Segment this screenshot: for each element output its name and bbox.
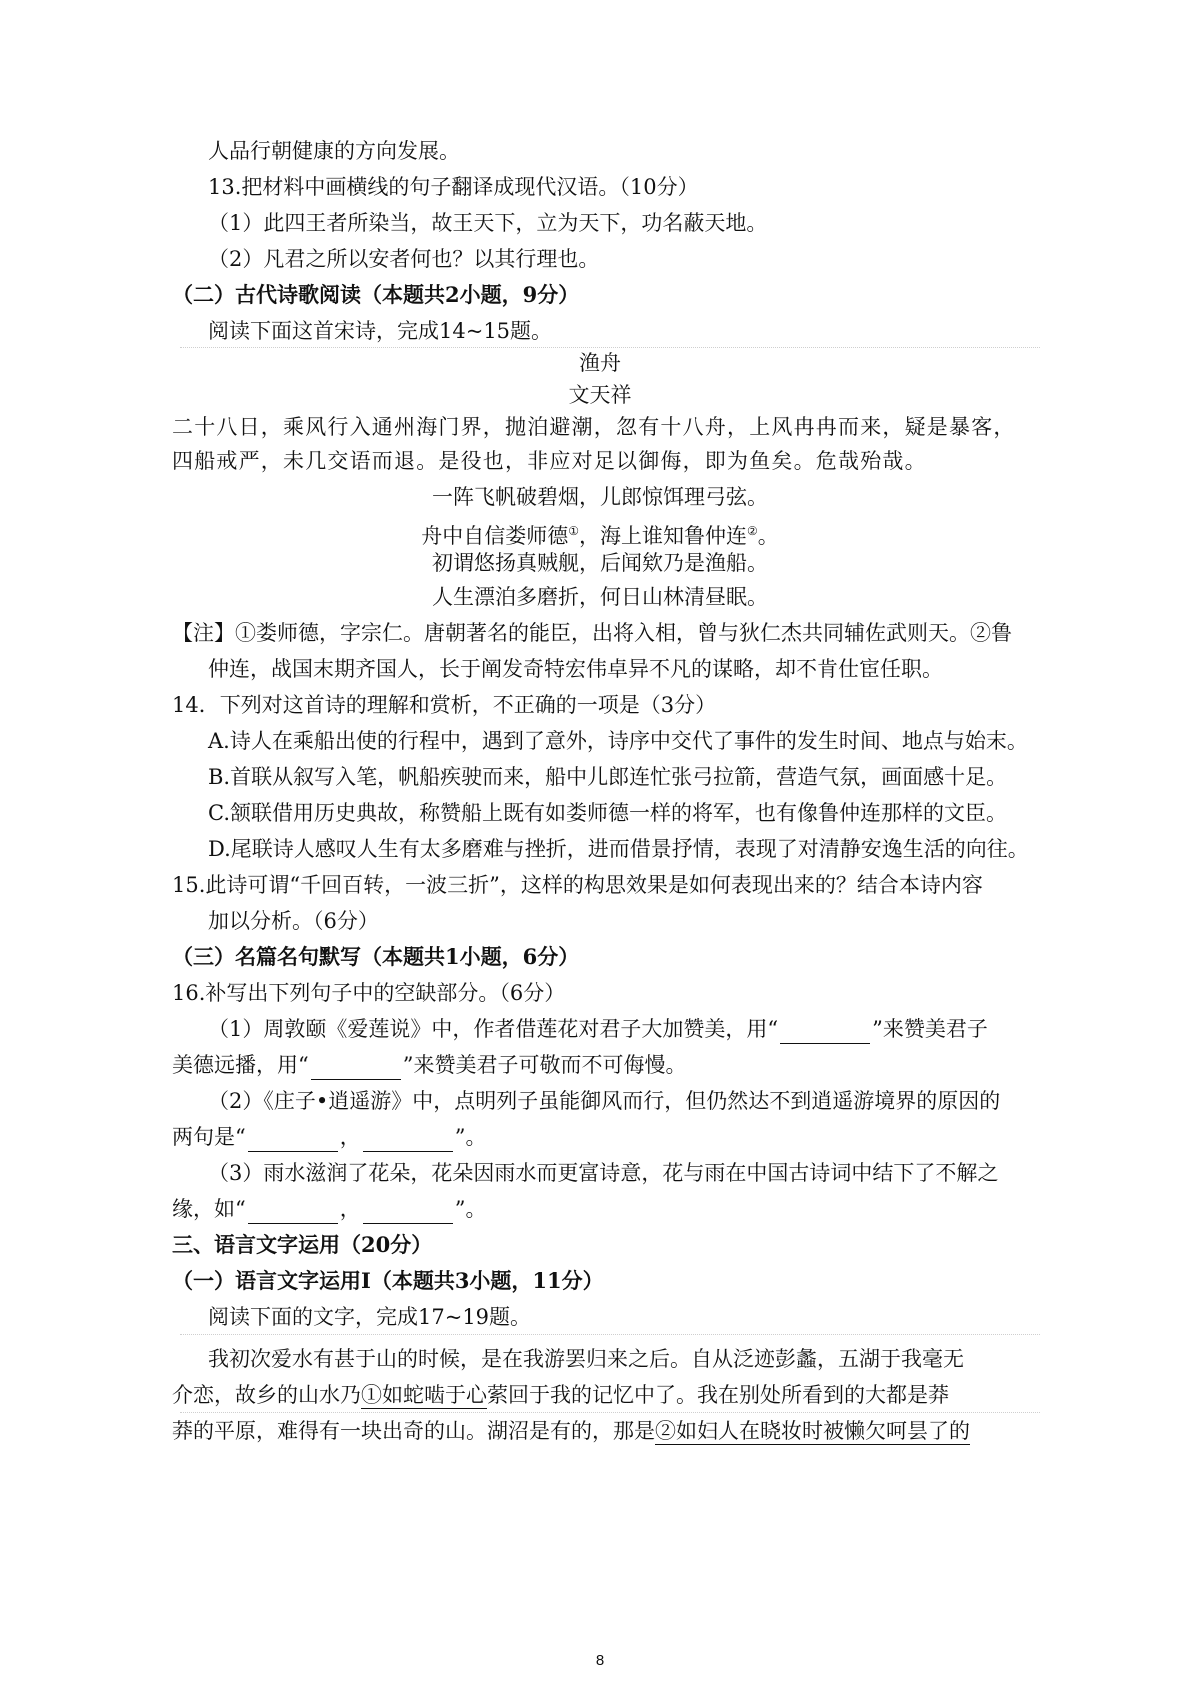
option-a: A.诗人在乘船出使的行程中，遇到了意外，诗序中交代了事件的发生时间、地点与始末。 bbox=[208, 729, 1028, 753]
section-heading: （三）名篇名句默写（本题共1小题，6分） bbox=[172, 944, 580, 969]
question-16-item-3: （3）雨水滋润了花朵，花朵因雨水而更富诗意，花与雨在中国古诗词中结下了不解之 bbox=[208, 1161, 999, 1185]
question-16-item-3 bbox=[172, 1194, 487, 1224]
verse-text: 。 bbox=[757, 524, 779, 548]
question-13-item-2: （2）凡君之所以安者何也？以其行理也。 bbox=[208, 247, 600, 271]
question-13-item-1: （1）此四王者所染当，故王天下，立为天下，功名蔽天地。 bbox=[208, 211, 768, 235]
text: 缘，如“ bbox=[172, 1197, 246, 1221]
text: ， bbox=[339, 1197, 361, 1221]
fill-blank bbox=[248, 1203, 338, 1224]
poem-verse: 初谓悠扬真贼舰，后闻欸乃是渔船。 bbox=[432, 551, 768, 575]
option-d: D.尾联诗人感叹人生有太多磨难与挫折，进而借景抒情，表现了对清静安逸生活的向往。 bbox=[208, 837, 1029, 861]
page-number: 8 bbox=[595, 1652, 605, 1669]
verse-text: ，海上谁知鲁仲连 bbox=[579, 524, 747, 548]
question-15: 加以分析。（6分） bbox=[208, 909, 379, 933]
question-16-item-1 bbox=[208, 1014, 988, 1044]
text: （1）周敦颐《爱莲说》中，作者借莲花对君子大加赞美，用“ bbox=[208, 1017, 779, 1041]
text: 萦回于我的记忆中了。我在别处所看到的大都是莽 bbox=[487, 1383, 949, 1407]
text-line: 人品行朝健康的方向发展。 bbox=[208, 139, 460, 163]
poem-preface: 四船戒严，未几交语而退。是役也，非应对足以御侮，即为鱼矣。危哉殆哉。 bbox=[172, 449, 927, 473]
separator bbox=[180, 1412, 1040, 1413]
poem-note: 仲连，战国末期齐国人，长于阐发奇特宏伟卓异不凡的谋略，却不肯仕宦任职。 bbox=[208, 657, 943, 681]
question-15: 15.此诗可谓“千回百转，一波三折”，这样的构思效果是如何表现出来的？结合本诗内容 bbox=[172, 873, 983, 897]
option-b: B.首联从叙写入笔，帆船疾驶而来，船中儿郎连忙张弓拉箭，营造气氛，画面感十足。 bbox=[208, 765, 1008, 789]
text: ”来赞美君子 bbox=[872, 1017, 988, 1041]
text: 莽的平原，难得有一块出奇的山。湖沼是有的，那是 bbox=[172, 1419, 655, 1443]
text: 美德远播，用“ bbox=[172, 1053, 309, 1077]
fill-blank bbox=[248, 1131, 338, 1152]
fill-blank bbox=[363, 1203, 453, 1224]
fill-blank bbox=[780, 1023, 870, 1044]
poem-note: 【注】①娄师德，字宗仁。唐朝著名的能臣，出将入相，曾与狄仁杰共同辅佐武则天。②鲁 bbox=[172, 621, 1012, 645]
question-16-item-2 bbox=[172, 1122, 487, 1152]
part-heading: 三、语言文字运用（20分） bbox=[172, 1232, 433, 1257]
instruction: 阅读下面的文字，完成17~19题。 bbox=[208, 1305, 532, 1329]
instruction: 阅读下面这首宋诗，完成14~15题。 bbox=[208, 319, 553, 343]
text: ， bbox=[339, 1125, 361, 1149]
section-heading: （一）语言文字运用Ⅰ（本题共3小题，11分） bbox=[172, 1268, 604, 1293]
underlined-phrase-1: ①如蛇啮于心 bbox=[361, 1383, 487, 1407]
text: 两句是“ bbox=[172, 1125, 246, 1149]
separator bbox=[180, 1334, 1040, 1335]
poem-title: 渔舟 bbox=[579, 351, 621, 375]
question-13: 13.把材料中画横线的句子翻译成现代汉语。（10分） bbox=[208, 175, 699, 199]
option-c: C.颔联借用历史典故，称赞船上既有如娄师德一样的将军，也有像鲁仲连那样的文臣。 bbox=[208, 801, 1007, 825]
note-marker: ① bbox=[568, 524, 579, 538]
poem-author: 文天祥 bbox=[568, 383, 632, 407]
question-16-item-1 bbox=[172, 1050, 687, 1080]
fill-blank bbox=[363, 1131, 453, 1152]
section-heading: （二）古代诗歌阅读（本题共2小题，9分） bbox=[172, 282, 580, 307]
note-marker: ② bbox=[747, 524, 758, 538]
text: ”。 bbox=[454, 1125, 487, 1149]
passage-line: 我初次爱水有甚于山的时候，是在我游罢归来之后。自从泛迹彭蠡，五湖于我毫无 bbox=[208, 1347, 964, 1371]
text: ”。 bbox=[454, 1197, 487, 1221]
question-16: 16.补写出下列句子中的空缺部分。（6分） bbox=[172, 981, 566, 1005]
poem-verse: 人生漂泊多磨折，何日山林清昼眠。 bbox=[432, 585, 768, 609]
question-14: 14．下列对这首诗的理解和赏析，不正确的一项是（3分） bbox=[172, 693, 717, 717]
verse-text: 舟中自信娄师德 bbox=[421, 524, 569, 548]
poem-verse: 一阵飞帆破碧烟，儿郎惊饵理弓弦。 bbox=[432, 485, 768, 509]
text: ”来赞美君子可敬而不可侮慢。 bbox=[402, 1053, 687, 1077]
poem-preface: 二十八日，乘风行入通州海门界，抛泊避潮，忽有十八舟，上风冉冉而来，疑是暴客， bbox=[172, 415, 1016, 439]
text: 介恋，故乡的山水乃 bbox=[172, 1383, 361, 1407]
passage-line bbox=[172, 1416, 970, 1446]
fill-blank bbox=[311, 1059, 401, 1080]
passage-line bbox=[172, 1380, 949, 1410]
question-16-item-2: （2）《庄子•逍遥游》中，点明列子虽能御风而行，但仍然达不到逍遥游境界的原因的 bbox=[208, 1089, 1001, 1113]
poem-verse bbox=[0, 516, 1200, 551]
underlined-phrase-2: ②如妇人在晓妆时被懒欠呵昙了的 bbox=[655, 1419, 970, 1443]
